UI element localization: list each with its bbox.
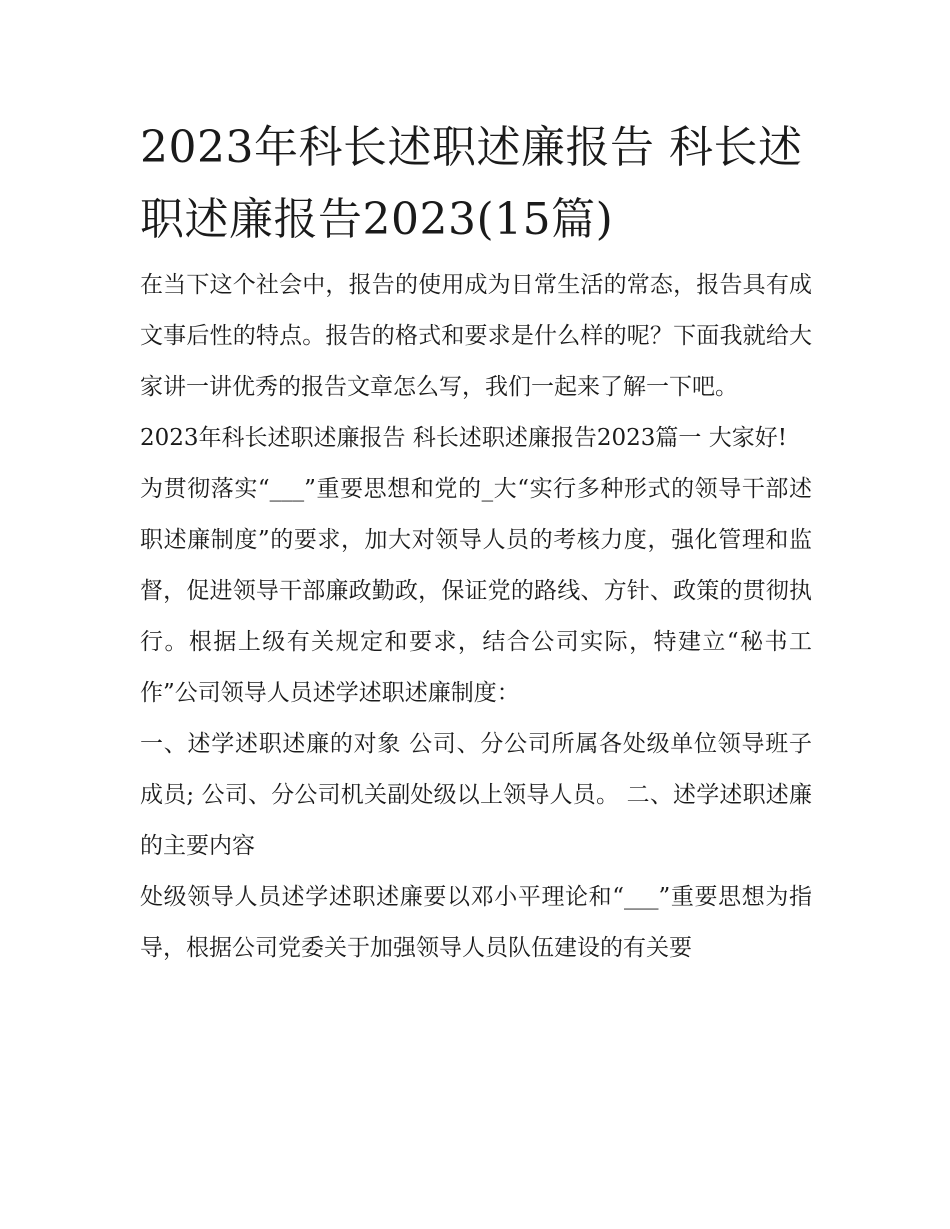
body-paragraph: 一、述学述职述廉的对象 公司、分公司所属各处级单位领导班子成员; 公司、分公司机关副处级以上领导人员。 二、述学述职述廉的主要内容 <box>140 731 812 859</box>
section-heading-paragraph: 2023年科长述职述廉报告 科长述职述廉报告2023篇一 大家好! <box>140 425 787 451</box>
body-paragraph: 处级领导人员述学述职述廉要以邓小平理论和“___”重要思想为指导，根据公司党委关于加强领导人员队伍建设的有关要 <box>140 884 812 961</box>
body-paragraph: 为贯彻落实“___”重要思想和党的_大“实行多种形式的领导干部述职述廉制度”的要求，加大对领导人员的考核力度，强化管理和监督，促进领导干部廉政勤政，保证党的路线、方针、政策的贯彻执行。根据上级有关规定和要求，结合公司实际，特建立“秘书工作”公司领导人员述学述职述廉制度： <box>140 476 812 706</box>
document-body <box>140 112 812 974</box>
intro-paragraph: 在当下这个社会中，报告的使用成为日常生活的常态，报告具有成文事后性的特点。报告的格式和要求是什么样的呢？下面我就给大家讲一讲优秀的报告文章怎么写，我们一起来了解一下吧。 <box>140 272 812 400</box>
document-title: 2023年科长述职述廉报告 科长述职述廉报告2023(15篇) <box>140 122 803 245</box>
